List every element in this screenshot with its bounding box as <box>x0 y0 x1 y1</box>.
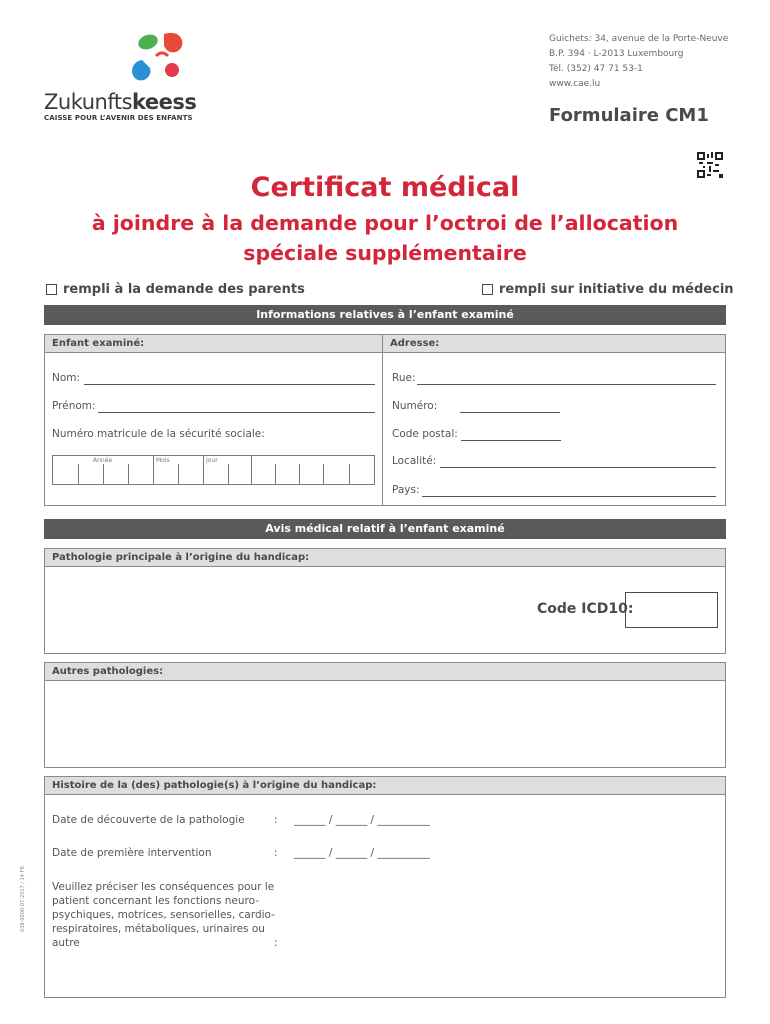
zukunftskeess-logo <box>44 30 214 125</box>
logo-wordmark: Zukunftskeess <box>44 90 197 114</box>
hands-logo-icon <box>126 30 196 86</box>
address-line: Guichets: 34, avenue de la Porte-Neuve <box>549 34 729 44</box>
section-header-child-info: Informations relatives à l’enfant examiné <box>44 305 726 325</box>
pays-field[interactable] <box>422 496 716 497</box>
checkbox-label: rempli à la demande des parents <box>63 282 305 297</box>
dob-year-label: Année <box>93 457 113 464</box>
prenom-field[interactable] <box>98 412 375 413</box>
code-icd10-label: Code ICD10: <box>537 601 634 617</box>
date-intervention-field[interactable]: ______ / ______ / __________ <box>294 847 430 859</box>
numero-field[interactable] <box>460 412 560 413</box>
checkbox-doctor[interactable] <box>482 282 734 297</box>
panel-title: Autres pathologies: <box>45 663 725 681</box>
panel-title: Pathologie principale à l’origine du handicap: <box>45 549 725 567</box>
panel-address <box>382 334 726 506</box>
rue-label: Rue: <box>392 372 416 384</box>
date-intervention-label: Date de première intervention <box>52 847 212 859</box>
colon: : <box>274 937 278 949</box>
nom-field[interactable] <box>84 384 375 385</box>
date-decouverte-label: Date de découverte de la pathologie <box>52 814 245 826</box>
date-decouverte-field[interactable]: ______ / ______ / __________ <box>294 814 430 826</box>
matricule-field[interactable] <box>52 455 375 485</box>
address-line: www.cae.lu <box>549 79 601 89</box>
prenom-label: Prénom: <box>52 400 96 412</box>
logo-tagline: CAISSE POUR L’AVENIR DES ENFANTS <box>44 114 193 122</box>
code-icd10-field[interactable] <box>625 592 718 628</box>
document-subtitle: à joindre à la demande pour l’octroi de l’allocation spéciale supplémentaire <box>91 211 679 265</box>
consequences-label: Veuillez préciser les conséquences pour le patient concernant les fonctions neuro-psychiques, motrices, sensorielles, cardio-respiratoires, métaboliques, urinaires ou autre <box>52 881 275 949</box>
organization-address <box>549 32 728 92</box>
numero-label: Numéro: <box>392 400 438 412</box>
code-postal-field[interactable] <box>461 440 561 441</box>
pays-label: Pays: <box>392 484 420 496</box>
section-header-medical-opinion: Avis médical relatif à l’enfant examiné <box>44 519 726 539</box>
panel-other-pathologies[interactable] <box>44 662 726 768</box>
address-line: B.P. 394 · L-2013 Luxembourg <box>549 49 684 59</box>
colon: : <box>274 847 278 859</box>
panel-title: Histoire de la (des) pathologie(s) à l’origine du handicap: <box>45 777 725 795</box>
localite-field[interactable] <box>440 467 716 468</box>
rue-field[interactable] <box>417 384 716 385</box>
checkbox-square[interactable] <box>46 284 57 295</box>
nom-label: Nom: <box>52 372 81 384</box>
panel-title: Adresse: <box>383 335 725 353</box>
form-code: Formulaire CM1 <box>549 105 709 126</box>
panel-title: Enfant examiné: <box>45 335 382 353</box>
dob-day-label: Jour <box>206 457 218 464</box>
code-postal-label: Code postal: <box>392 428 458 440</box>
address-line: Tél. (352) 47 71 53-1 <box>549 64 643 74</box>
checkbox-square[interactable] <box>482 284 493 295</box>
matricule-label: Numéro matricule de la sécurité sociale: <box>52 428 265 440</box>
checkbox-label: rempli sur initiative du médecin <box>499 282 734 297</box>
document-title: Certificat médical <box>250 172 520 203</box>
localite-label: Localité: <box>392 455 437 467</box>
form-reference-code: 038-0000-07-2017 / 14 FR <box>20 866 26 932</box>
checkbox-parents[interactable] <box>46 282 305 297</box>
colon: : <box>274 814 278 826</box>
dob-month-label: Mois <box>156 457 170 464</box>
